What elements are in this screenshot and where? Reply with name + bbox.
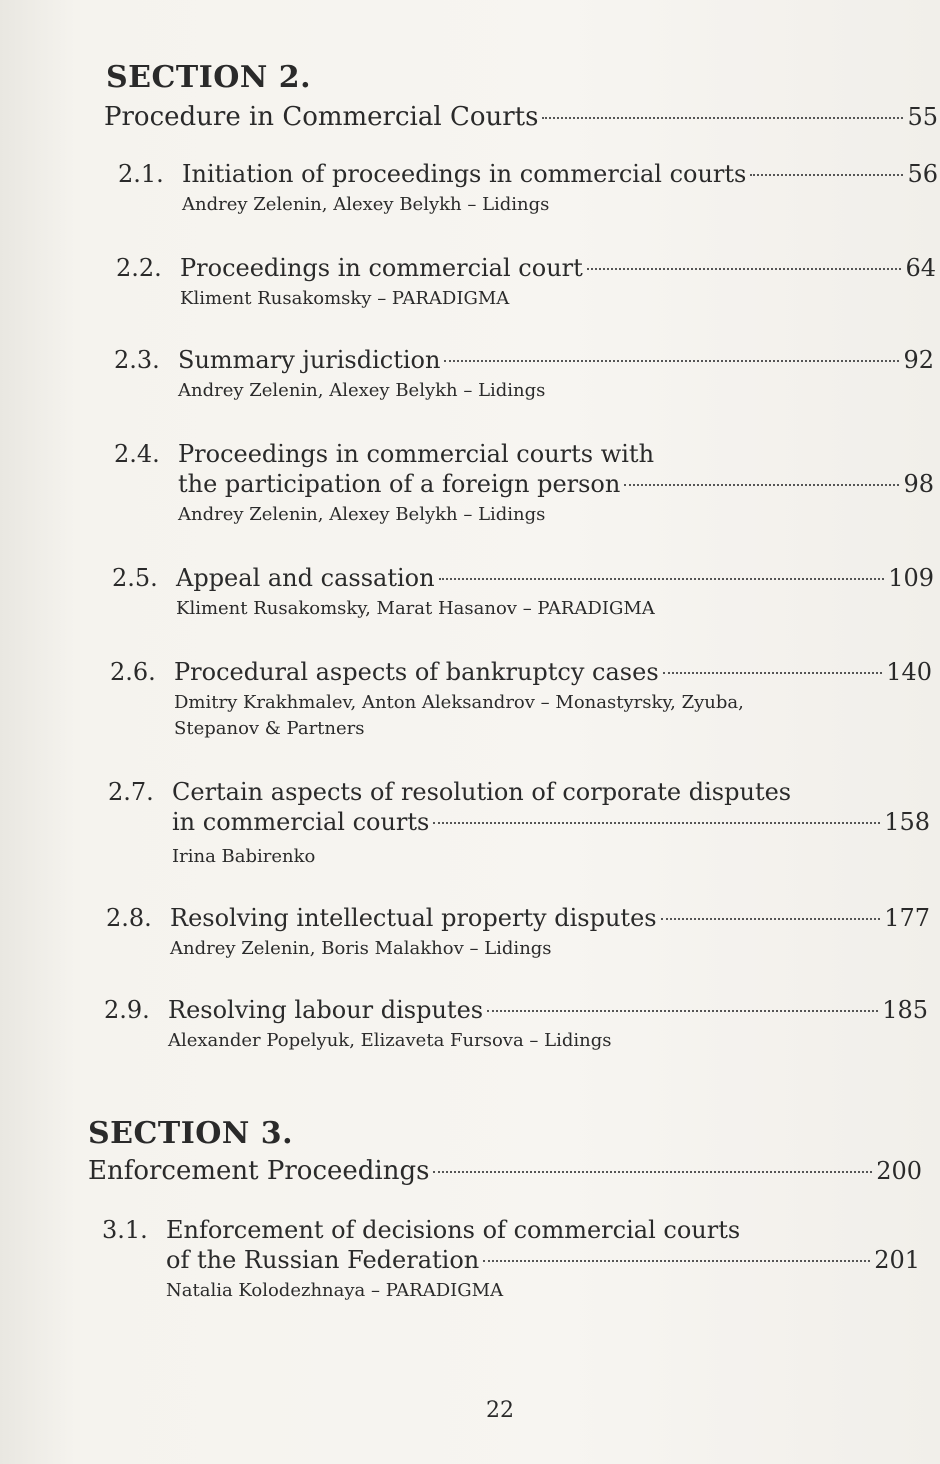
entry-page: 56 <box>907 160 938 188</box>
dot-leader <box>433 822 880 824</box>
section-2-title: Procedure in Commercial Courts <box>104 102 539 132</box>
dot-leader <box>624 484 899 486</box>
entry-title: Proceedings in commercial court <box>180 254 583 282</box>
entry-title: Summary jurisdiction <box>178 346 441 374</box>
entry-number: 2.5. <box>112 564 158 592</box>
toc-entry-2-4 <box>114 440 934 528</box>
dot-leader <box>483 1260 870 1262</box>
entry-title: Procedural aspects of bankruptcy cases <box>174 658 659 686</box>
dot-leader <box>750 174 903 176</box>
entry-page: 158 <box>884 808 930 836</box>
entry-title-line-2: in commercial courts <box>172 808 430 836</box>
dot-leader <box>542 117 903 119</box>
entry-number: 2.4. <box>114 440 160 468</box>
entry-title: Resolving labour disputes <box>168 996 484 1024</box>
toc-entry-2-6 <box>110 658 932 742</box>
entry-page: 177 <box>884 904 930 932</box>
dot-leader <box>439 578 885 580</box>
entry-number: 2.9. <box>104 996 150 1024</box>
dot-leader <box>444 360 899 362</box>
entry-title-line-2: of the Russian Federation <box>166 1246 480 1274</box>
toc-entry-2-2 <box>116 254 936 312</box>
entry-authors: Andrey Zelenin, Alexey Belykh – Lidings <box>178 380 546 401</box>
entry-title-line-1: Proceedings in commercial courts with <box>178 440 655 468</box>
toc-entry-3-1 <box>102 1216 920 1304</box>
entry-number: 3.1. <box>102 1216 148 1244</box>
entry-authors: Kliment Rusakomsky – PARADIGMA <box>180 288 510 309</box>
section-3-page: 200 <box>876 1157 922 1185</box>
entry-authors: Andrey Zelenin, Alexey Belykh – Lidings <box>178 504 546 525</box>
entry-number: 2.6. <box>110 658 156 686</box>
dot-leader <box>487 1010 878 1012</box>
toc-entry-2-9 <box>104 996 928 1054</box>
entry-authors-line-2: Stepanov & Partners <box>174 718 365 739</box>
entry-title-line-2: the participation of a foreign person <box>178 470 621 498</box>
dot-leader <box>587 268 902 270</box>
toc-entry-2-7 <box>108 778 930 870</box>
entry-authors: Andrey Zelenin, Alexey Belykh – Lidings <box>182 194 550 215</box>
entry-page: 109 <box>888 564 934 592</box>
entry-authors-line-1: Dmitry Krakhmalev, Anton Aleksandrov – Monastyrsky, Zyuba, <box>174 692 744 713</box>
section-2-label: SECTION 2. <box>106 60 312 95</box>
entry-page: 64 <box>905 254 936 282</box>
entry-page: 185 <box>882 996 928 1024</box>
section-2-title-row <box>104 102 938 132</box>
dot-leader <box>433 1171 872 1173</box>
entry-title-line-1: Certain aspects of resolution of corporate disputes <box>172 778 792 806</box>
dot-leader <box>661 918 881 920</box>
entry-number: 2.8. <box>106 904 152 932</box>
entry-authors: Alexander Popelyuk, Elizaveta Fursova – Lidings <box>168 1030 612 1051</box>
entry-number: 2.2. <box>116 254 162 282</box>
entry-page: 201 <box>874 1246 920 1274</box>
toc-entry-2-5 <box>112 564 934 622</box>
entry-authors: Irina Babirenko <box>172 846 316 867</box>
entry-authors: Andrey Zelenin, Boris Malakhov – Lidings <box>170 938 552 959</box>
entry-authors: Natalia Kolodezhnaya – PARADIGMA <box>166 1280 504 1301</box>
toc-entry-2-3 <box>114 346 934 404</box>
entry-number: 2.7. <box>108 778 154 806</box>
section-3-label: SECTION 3. <box>88 1116 294 1151</box>
toc-entry-2-8 <box>106 904 930 962</box>
entry-title: Resolving intellectual property disputes <box>170 904 657 932</box>
entry-page: 92 <box>903 346 934 374</box>
entry-title: Initiation of proceedings in commercial courts <box>182 160 747 188</box>
dot-leader <box>663 672 883 674</box>
entry-title-line-1: Enforcement of decisions of commercial courts <box>166 1216 741 1244</box>
toc-entry-2-1 <box>118 160 938 218</box>
entry-number: 2.1. <box>118 160 164 188</box>
entry-title: Appeal and cassation <box>176 564 435 592</box>
page-number: 22 <box>486 1398 514 1423</box>
entry-number: 2.3. <box>114 346 160 374</box>
section-3-title-row <box>88 1156 922 1186</box>
section-2-page: 55 <box>907 103 938 131</box>
entry-page: 140 <box>886 658 932 686</box>
entry-page: 98 <box>903 470 934 498</box>
section-3-title: Enforcement Proceedings <box>88 1156 430 1186</box>
entry-authors: Kliment Rusakomsky, Marat Hasanov – PARADIGMA <box>176 598 655 619</box>
